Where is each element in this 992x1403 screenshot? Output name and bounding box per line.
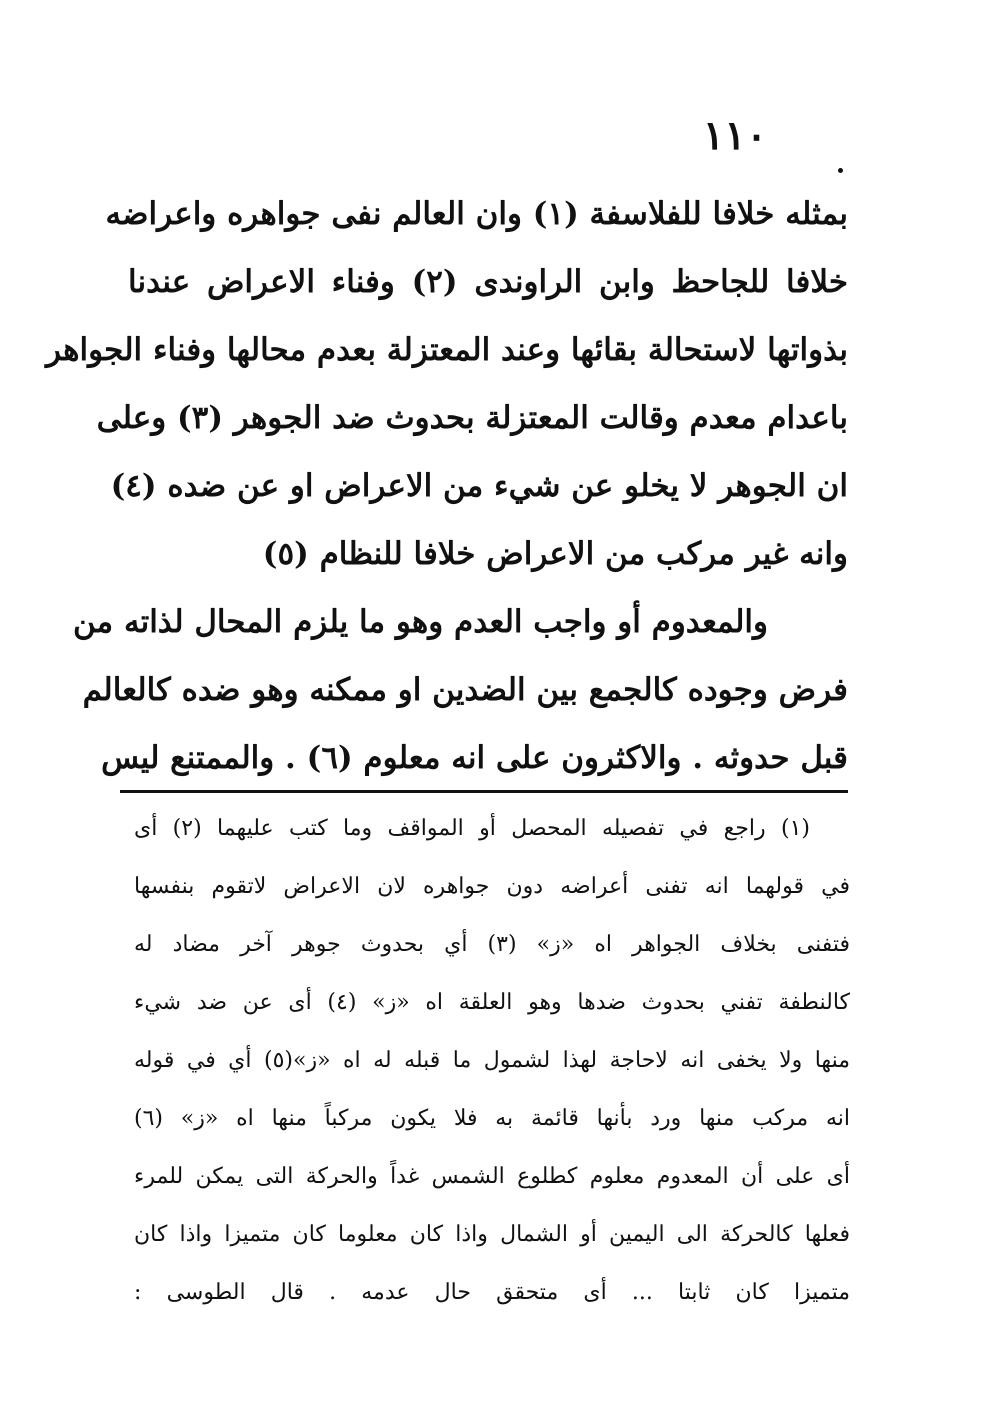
- main-line: قبل حدوثه . والاكثرون على انه معلوم (٦) . والممتنع ليس: [101, 740, 848, 776]
- footnote-line: فعلها كالحركة الى اليمين أو الشمال واذا كان معلوما كان متميزا واذا كان: [134, 1222, 850, 1247]
- main-line: بذواتها لاستحالة بقائها وعند المعتزلة بعدم محالها وفناء الجواهر: [46, 332, 848, 368]
- main-line: خلافا للجاحظ وابن الراوندى (٢) وفناء الاعراض عندنا: [128, 264, 848, 300]
- main-text: [46, 180, 848, 792]
- footnote-line: في قولهما انه تفنى أعراضه دون جواهره لان الاعراض لاتقوم بنفسها: [134, 874, 850, 899]
- main-line: بمثله خلافا للفلاسفة (١) وان العالم نفى جواهره واعراضه: [105, 196, 848, 232]
- main-line: باعدام معدم وقالت المعتزلة بحدوث ضد الجوهر (٣) وعلى: [96, 400, 848, 436]
- footnote-line: انه مركب منها ورد بأنها قائمة به فلا يكون مركباً منها اه «ز» (٦): [134, 1106, 850, 1131]
- main-line: والمعدوم أو واجب العدم وهو ما يلزم المحال لذاته من: [72, 604, 768, 640]
- footnote-line: متميزا كان ثابتا ... أى متحقق حال عدمه . قال الطوسى :: [134, 1280, 850, 1305]
- footnote-line: كالنطفة تفني بحدوث ضدها وهو العلقة اه «ز» (٤) أى عن ضد شيء: [134, 990, 850, 1015]
- footnote-line: منها ولا يخفى انه لاحاجة لهذا لشمول ما قبله له اه «ز»(٥) أي في قوله: [134, 1048, 850, 1073]
- footnote-line: (١) راجع في تفصيله المحصل أو المواقف وما كتب عليهما (٢) أى: [134, 816, 810, 841]
- main-line: فرض وجوده كالجمع بين الضدين او ممكنه وهو ضده كالعالم: [82, 672, 848, 708]
- footnote-line: أى على أن المعدوم معلوم كطلوع الشمس غداً والحركة التى يمكن للمرء: [134, 1164, 850, 1189]
- page-number: ١١٠: [702, 112, 768, 159]
- main-line: ان الجوهر لا يخلو عن شيء من الاعراض او عن ضده (٤): [110, 468, 848, 504]
- footnote-divider: [120, 790, 848, 793]
- scan-speck: [838, 168, 843, 173]
- footnote-line: فتفنى بخلاف الجواهر اه «ز» (٣) أي بحدوث جوهر آخر مضاد له: [134, 932, 851, 957]
- main-line: وانه غير مركب من الاعراض خلافا للنظام (٥): [262, 536, 848, 572]
- footnotes: [134, 800, 850, 1322]
